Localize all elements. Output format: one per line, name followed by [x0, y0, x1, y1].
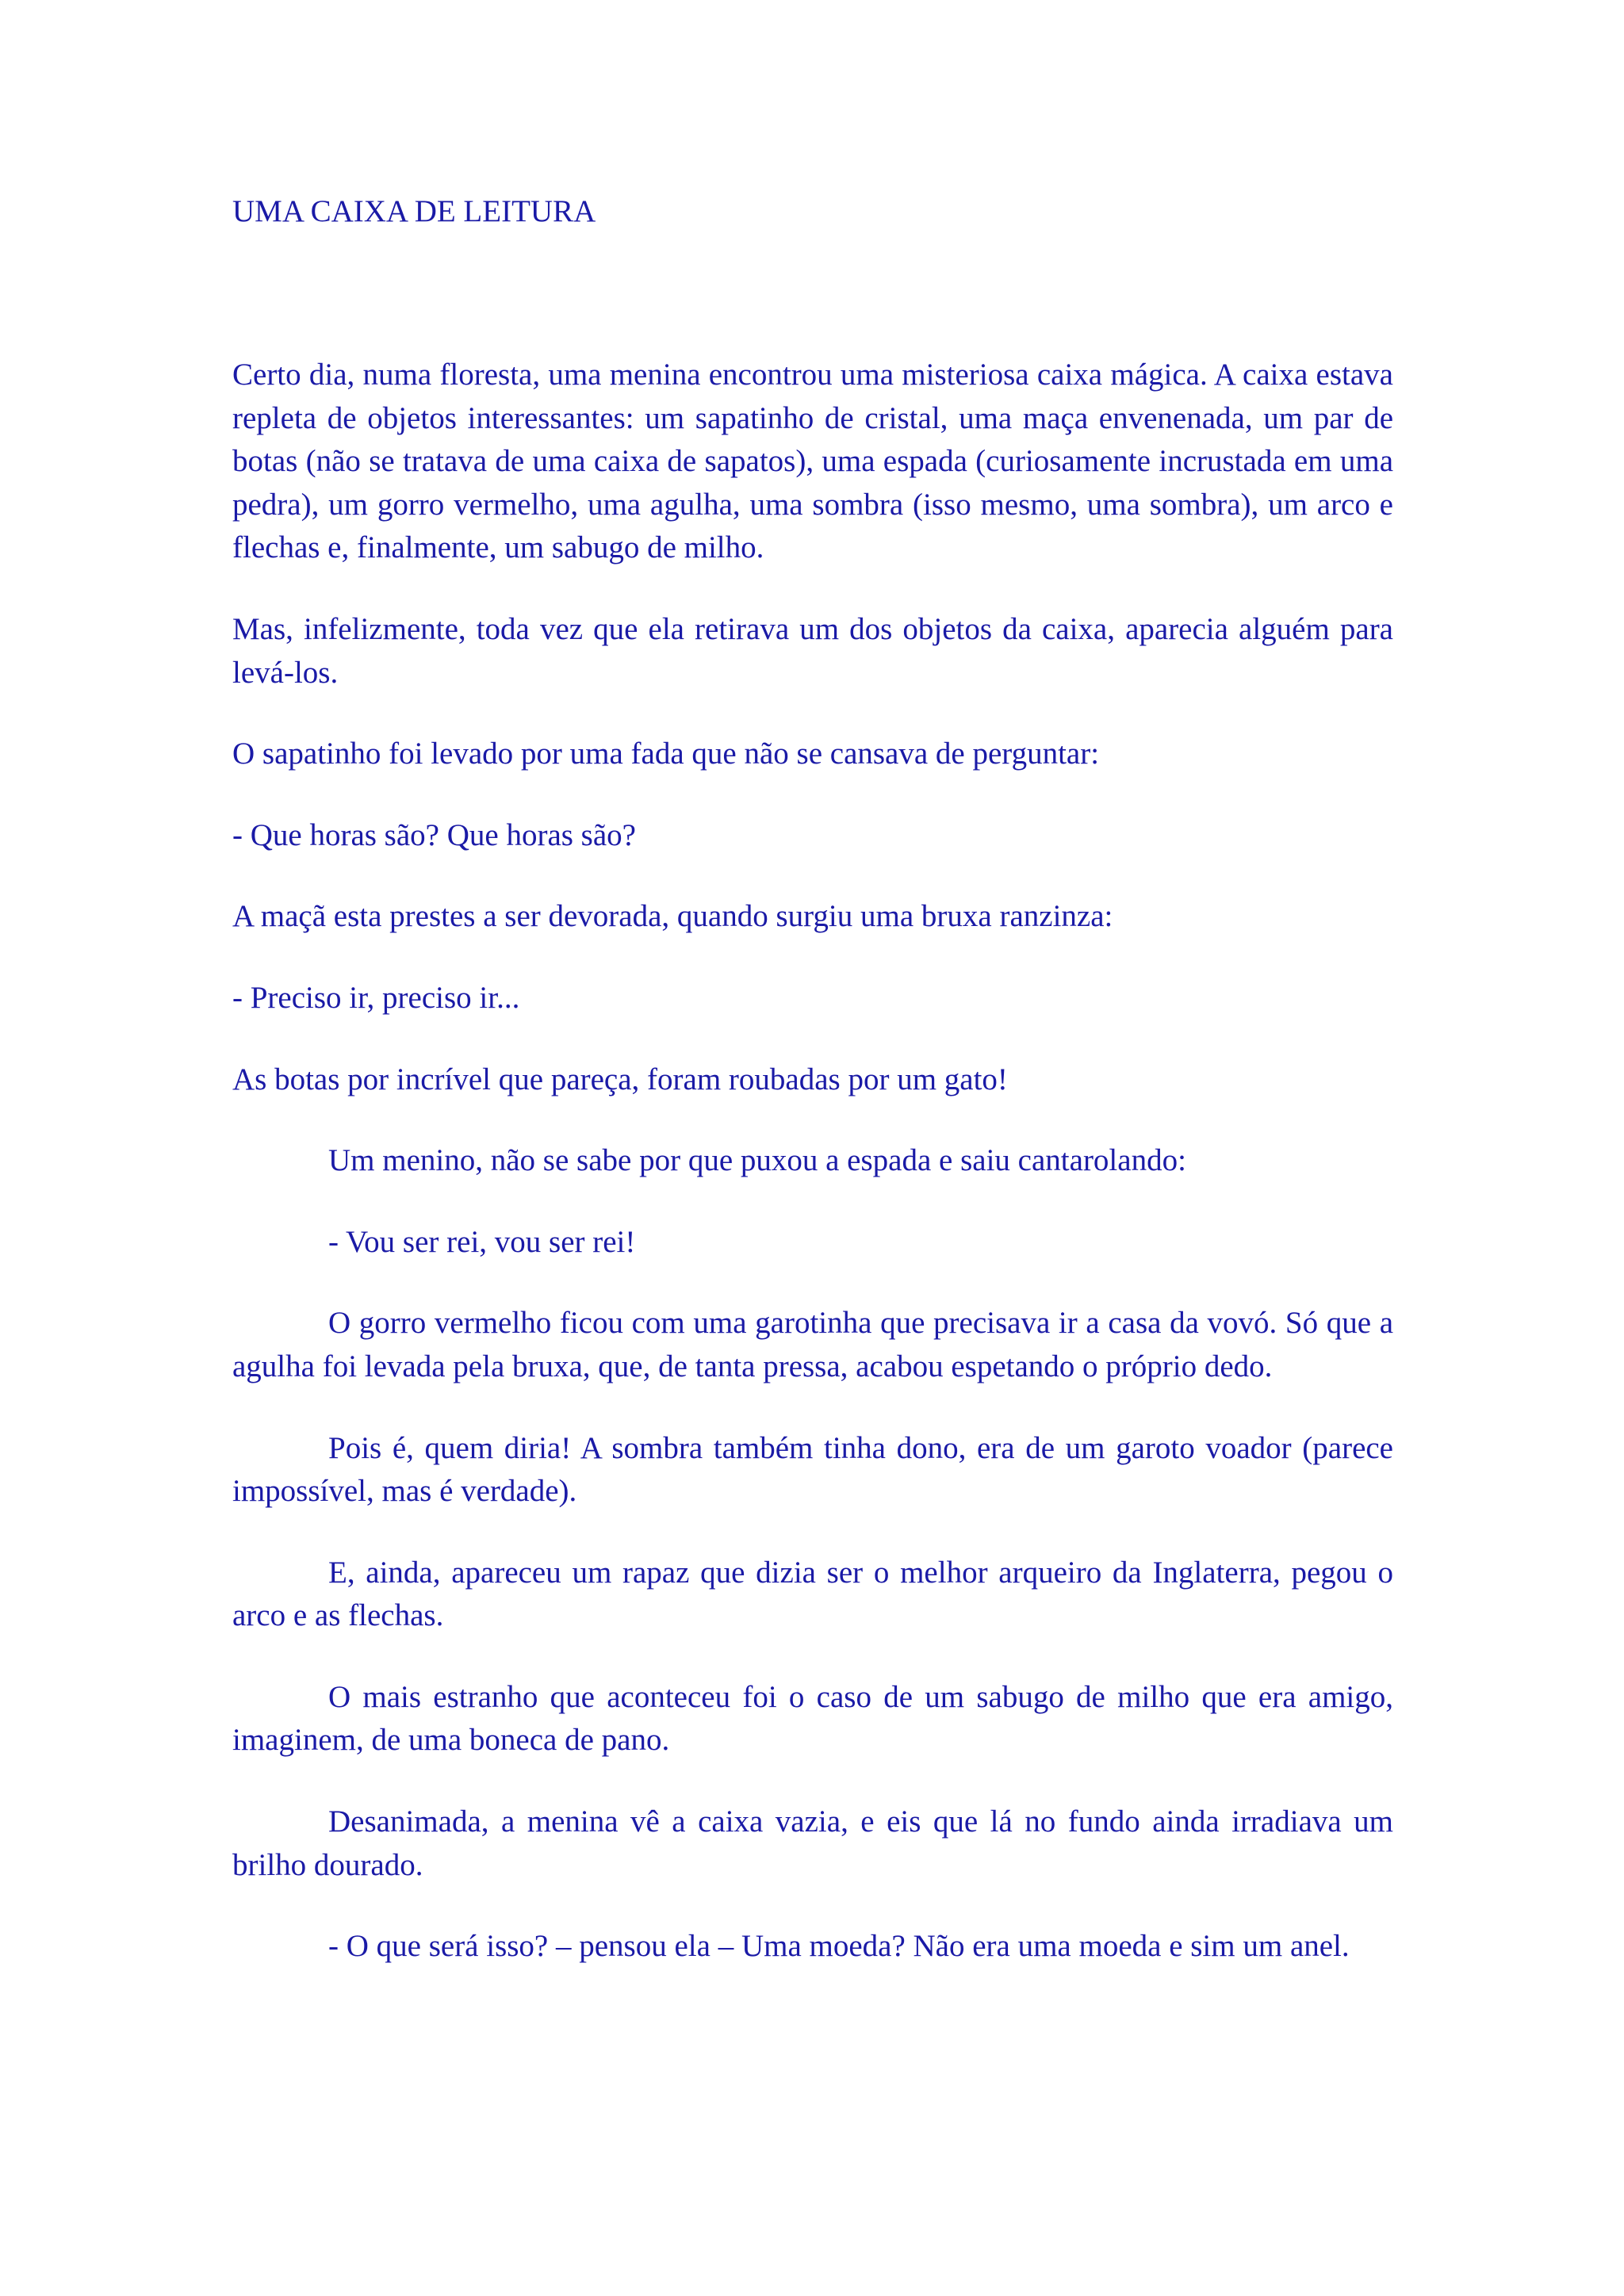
- paragraph-1: Certo dia, numa floresta, uma menina encontrou uma misteriosa caixa mágica. A caixa estava repleta de objetos interessantes: um sapatinho de cristal, uma maça envenenada, um par de botas (não se tratava de uma caixa de sapatos), uma espada (curiosamente incrustada em uma pedra), um gorro vermelho, uma agulha, uma sombra (isso mesmo, uma sombra), um arco e flechas e, finalmente, um sabugo de milho.: [232, 358, 1393, 565]
- paragraph-3: O sapatinho foi levado por uma fada que não se cansava de perguntar:: [232, 737, 1100, 771]
- paragraph-11: Pois é, quem diria! A sombra também tinha dono, era de um garoto voador (parece impossível, mas é verdade).: [232, 1430, 1393, 1509]
- document-title: UMA CAIXA DE LEITURA: [232, 194, 596, 228]
- paragraph-4: - Que horas são? Que horas são?: [232, 817, 636, 852]
- paragraph-13: O mais estranho que aconteceu foi o caso de um sabugo de milho que era amigo, imaginem, de uma boneca de pano.: [232, 1679, 1393, 1758]
- document-body: [232, 354, 1393, 2007]
- paragraph-12: E, ainda, apareceu um rapaz que dizia ser o melhor arqueiro da Inglaterra, pegou o arco e as flechas.: [232, 1555, 1393, 1633]
- paragraph-9: - Vou ser rei, vou ser rei!: [328, 1224, 636, 1259]
- paragraph-5: A maçã esta prestes a ser devorada, quando surgiu uma bruxa ranzinza:: [232, 899, 1113, 934]
- paragraph-10: O gorro vermelho ficou com uma garotinha que precisava ir a casa da vovó. Só que a agulha foi levada pela bruxa, que, de tanta pressa, acabou espetando o próprio dedo.: [232, 1306, 1393, 1383]
- paragraph-14: Desanimada, a menina vê a caixa vazia, e eis que lá no fundo ainda irradiava um brilho dourado.: [232, 1804, 1393, 1882]
- paragraph-8: Um menino, não se sabe por que puxou a espada e saiu cantarolando:: [328, 1143, 1186, 1178]
- paragraph-7: As botas por incrível que pareça, foram roubadas por um gato!: [232, 1062, 1008, 1096]
- paragraph-2: Mas, infelizmente, toda vez que ela retirava um dos objetos da caixa, aparecia alguém para levá-los.: [232, 611, 1393, 690]
- paragraph-15: - O que será isso? – pensou ela – Uma moeda? Não era uma moeda e sim um anel.: [328, 1929, 1350, 1964]
- paragraph-6: - Preciso ir, preciso ir...: [232, 980, 520, 1015]
